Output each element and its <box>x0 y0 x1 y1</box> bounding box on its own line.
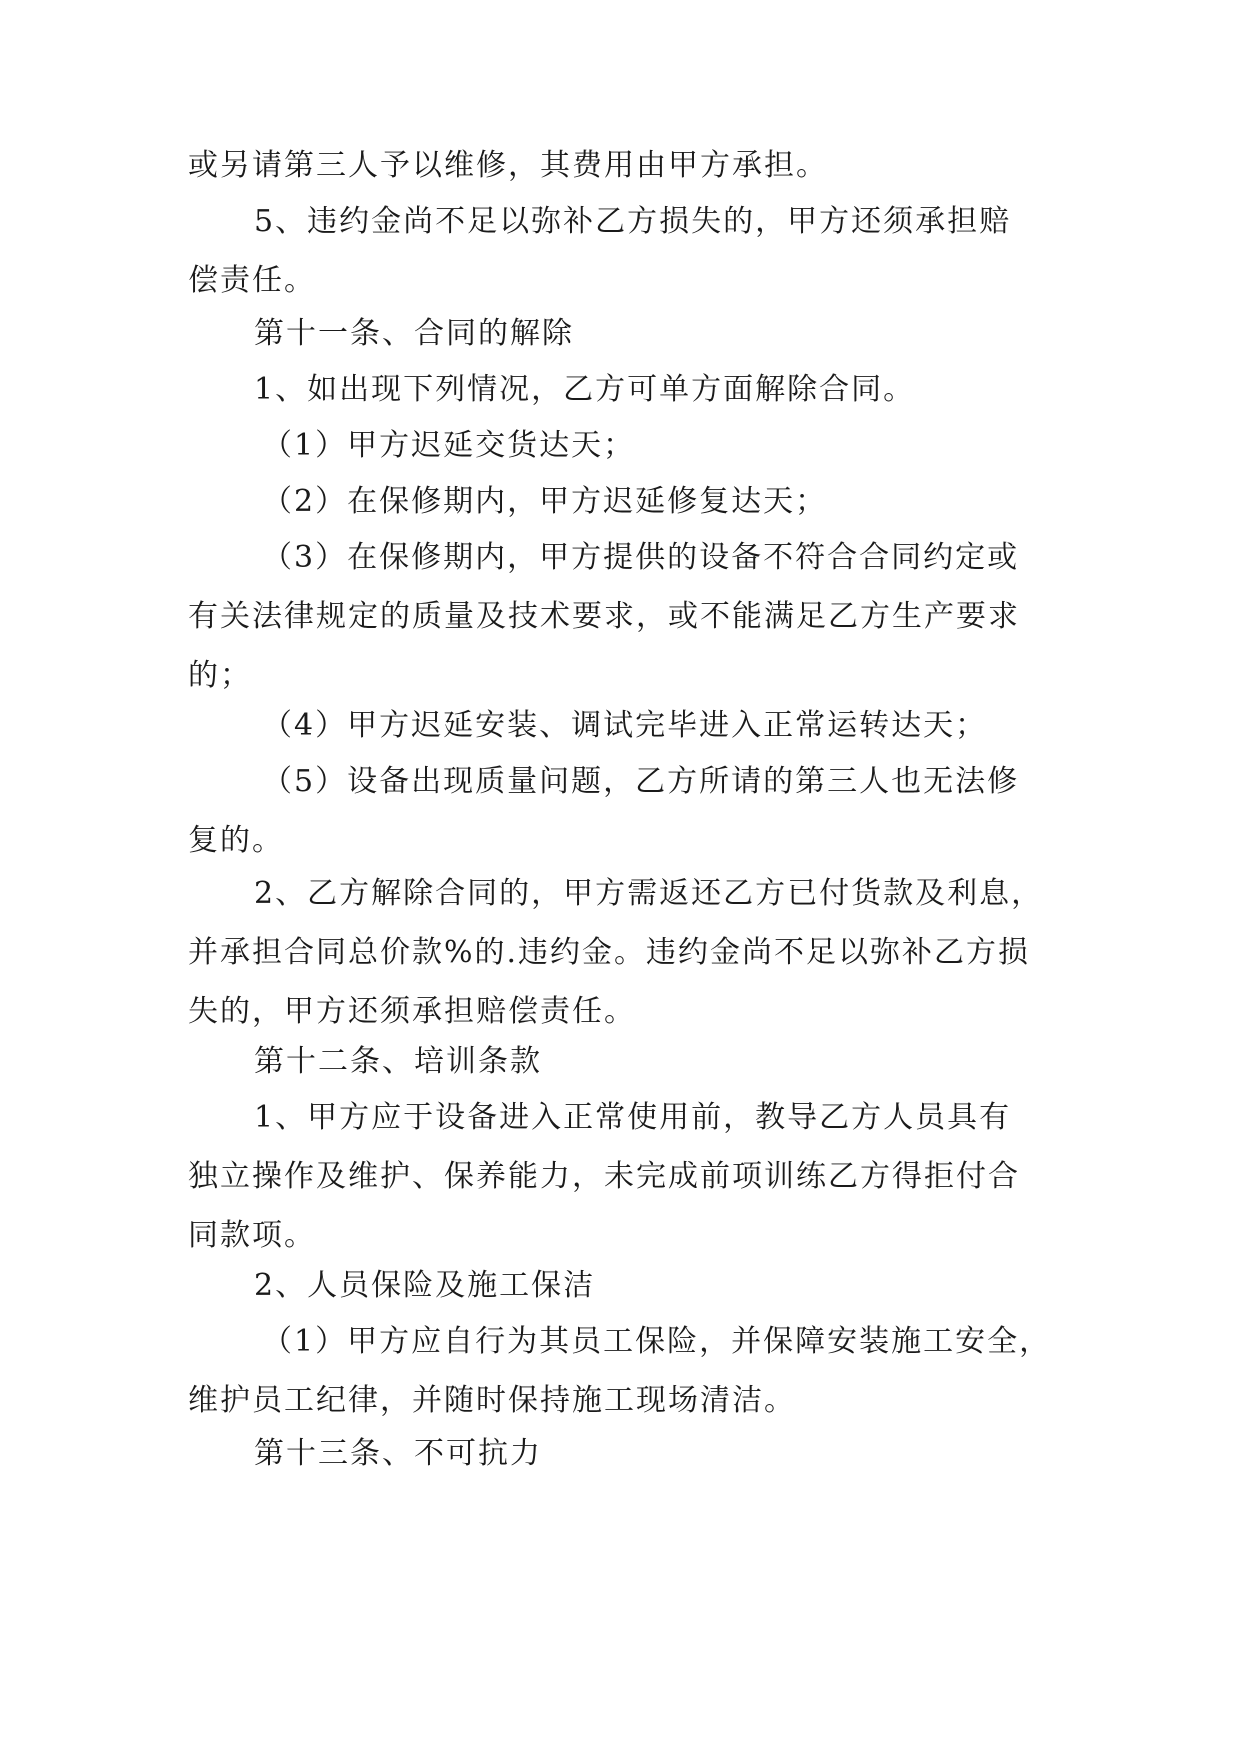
text-line: （1）甲方迟延交货达天； <box>262 428 636 463</box>
text-line: 或另请第三人予以维修，其费用由甲方承担。 <box>188 148 828 183</box>
text-line: 1、甲方应于设备进入正常使用前，教导乙方人员具有 <box>254 1100 1012 1135</box>
paragraph-item-5 <box>188 752 1060 870</box>
text-line: （3）在保修期内，甲方提供的设备不符合合同约定或 <box>262 540 1020 575</box>
text-line: 同款项。 <box>188 1218 316 1253</box>
text-line: 第十三条、不可抗力 <box>254 1436 542 1471</box>
text-line: 偿责任。 <box>188 263 316 298</box>
paragraph-item-4 <box>188 696 1060 755</box>
text-line: 第十二条、培训条款 <box>254 1044 542 1079</box>
paragraph-clause-5 <box>188 192 1060 310</box>
text-line: 的； <box>188 658 252 693</box>
text-line: （2）在保修期内，甲方迟延修复达天； <box>262 484 828 519</box>
text-line: 有关法律规定的质量及技术要求，或不能满足乙方生产要求 <box>188 599 1020 634</box>
text-line: 1、如出现下列情况，乙方可单方面解除合同。 <box>254 372 916 407</box>
paragraph-item-3 <box>188 528 1060 705</box>
text-line: （5）设备出现质量问题，乙方所请的第三人也无法修 <box>262 764 1020 799</box>
text-line: 维护员工纪律，并随时保持施工现场清洁。 <box>188 1383 796 1418</box>
text-line: 并承担合同总价款%的.违约金。违约金尚不足以弥补乙方损 <box>188 935 1031 970</box>
paragraph-insurance-item-1 <box>188 1312 1060 1430</box>
text-line: 失的，甲方还须承担赔偿责任。 <box>188 994 636 1029</box>
paragraph-insurance-heading <box>188 1256 1060 1315</box>
article-13-heading <box>188 1424 1060 1483</box>
paragraph-repair-cost <box>188 136 1060 195</box>
paragraph-item-2 <box>188 472 1060 531</box>
text-line: 2、乙方解除合同的，甲方需返还乙方已付货款及利息， <box>254 876 1044 911</box>
text-line: 5、违约金尚不足以弥补乙方损失的，甲方还须承担赔 <box>254 204 1012 239</box>
article-11-heading <box>188 304 1060 363</box>
text-line: 独立操作及维护、保养能力，未完成前项训练乙方得拒付合 <box>188 1159 1020 1194</box>
text-line: （4）甲方迟延安装、调试完毕进入正常运转达天； <box>262 708 988 743</box>
paragraph-termination-conditions <box>188 360 1060 419</box>
text-line: 2、人员保险及施工保洁 <box>254 1268 596 1303</box>
text-line: （1）甲方应自行为其员工保险，并保障安装施工安全， <box>262 1324 1052 1359</box>
paragraph-termination-refund <box>188 864 1060 1041</box>
article-12-heading <box>188 1032 1060 1091</box>
paragraph-training <box>188 1088 1060 1265</box>
text-line: 第十一条、合同的解除 <box>254 316 574 351</box>
text-line: 复的。 <box>188 823 284 858</box>
paragraph-item-1 <box>188 416 1060 475</box>
